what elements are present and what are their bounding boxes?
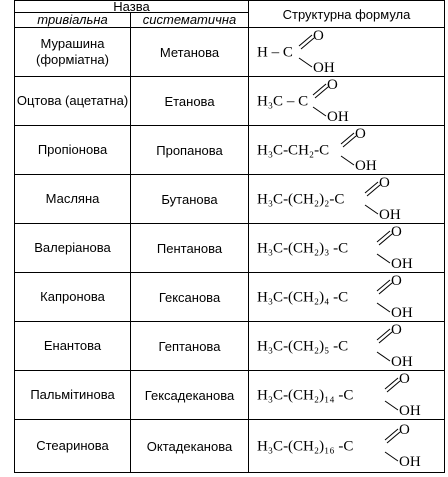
structural-formula: [257, 77, 443, 125]
systematic-name-cell: Етанова: [131, 77, 249, 126]
structural-formula: [257, 175, 443, 223]
table-row: [15, 28, 445, 77]
structural-formula-cell: [249, 420, 445, 473]
trivial-name-cell: Енантова: [15, 322, 131, 371]
carbonyl-oxygen: O: [391, 322, 402, 338]
structural-formula: [257, 126, 443, 174]
carboxyl-group: [381, 420, 441, 472]
formula-main-chain: H₃C-CH₂-C: [257, 142, 330, 159]
double-bond-line-a: [377, 280, 390, 291]
trivial-name-cell: Пропіонова: [15, 126, 131, 175]
carbonyl-oxygen: O: [379, 175, 390, 191]
double-bond-line-a: [377, 231, 390, 242]
carboxyl-group: [373, 322, 433, 370]
carboxyl-group: [373, 224, 433, 272]
systematic-name-cell: Гексанова: [131, 273, 249, 322]
table-row: [15, 224, 445, 273]
structural-formula-cell: [249, 126, 445, 175]
carboxyl-group: [361, 175, 421, 223]
trivial-name-cell: Валеріанова: [15, 224, 131, 273]
table-row: [15, 371, 445, 420]
single-bond-line: [385, 401, 398, 410]
table-row: [15, 273, 445, 322]
structural-formula: [257, 273, 443, 321]
single-bond-line: [299, 58, 312, 67]
carbonyl-oxygen: O: [327, 77, 338, 93]
trivial-name-cell: Капронова: [15, 273, 131, 322]
trivial-name-cell: Стеаринова: [15, 420, 131, 473]
structural-formula: [257, 322, 443, 370]
systematic-name-cell: Бутанова: [131, 175, 249, 224]
carboxyl-group: [295, 28, 355, 76]
formula-main-chain: H₃C-(CH₂)₄ -C: [257, 289, 349, 306]
systematic-name-cell: Октадеканова: [131, 420, 249, 473]
carbonyl-oxygen: O: [391, 273, 402, 289]
structural-formula-cell: [249, 224, 445, 273]
double-bond-line-a: [377, 329, 390, 340]
structural-formula: [257, 28, 443, 76]
trivial-name-cell: Мурашина (форміатна): [15, 28, 131, 77]
carbonyl-oxygen: O: [355, 126, 366, 142]
hydroxyl-group: OH: [313, 60, 335, 76]
hydroxyl-group: OH: [391, 305, 413, 321]
single-bond-line: [377, 303, 390, 312]
hydroxyl-group: OH: [391, 256, 413, 272]
double-bond-line-a: [341, 133, 354, 144]
carboxyl-group: [373, 273, 433, 321]
trivial-name-cell: Пальмітинова: [15, 371, 131, 420]
formula-header: Структурна формула: [249, 1, 445, 28]
carbonyl-oxygen: O: [391, 224, 402, 240]
carbonyl-oxygen: O: [399, 371, 410, 387]
hydroxyl-group: OH: [379, 207, 401, 223]
hydroxyl-group: OH: [327, 109, 349, 125]
acid-table: [14, 0, 445, 473]
structural-formula-cell: [249, 322, 445, 371]
name-group-header: Назва: [15, 1, 249, 13]
carbonyl-oxygen: O: [313, 28, 324, 44]
systematic-name-cell: Гексадеканова: [131, 371, 249, 420]
systematic-name-cell: Метанова: [131, 28, 249, 77]
structural-formula-cell: [249, 273, 445, 322]
formula-main-chain: H₃C-(CH₂)₁₄ -C: [257, 387, 354, 404]
table-row: [15, 420, 445, 473]
formula-main-chain: H₃C-(CH₂)₁₆ -C: [257, 438, 354, 455]
trivial-header: тривіальна: [15, 13, 131, 28]
systematic-name-cell: Гептанова: [131, 322, 249, 371]
single-bond-line: [377, 254, 390, 263]
double-bond-line-a: [365, 182, 378, 193]
table-row: [15, 77, 445, 126]
single-bond-line: [377, 352, 390, 361]
carbonyl-oxygen: O: [399, 422, 410, 438]
systematic-header: систематична: [131, 13, 249, 28]
double-bond-line-a: [299, 35, 312, 46]
header-row-top: [15, 1, 445, 13]
single-bond-line: [385, 452, 398, 461]
hydroxyl-group: OH: [399, 454, 421, 470]
single-bond-line: [365, 205, 378, 214]
structural-formula: [257, 420, 443, 472]
formula-main-chain: H – C: [257, 44, 293, 61]
single-bond-line: [313, 107, 326, 116]
acid-rows: [15, 28, 445, 473]
structural-formula-cell: [249, 28, 445, 77]
formula-main-chain: H₃C-(CH₂)₂-C: [257, 191, 345, 208]
trivial-name-cell: Масляна: [15, 175, 131, 224]
carboxyl-group: [309, 77, 369, 125]
table-row: [15, 126, 445, 175]
structural-formula: [257, 224, 443, 272]
double-bond-line-a: [385, 378, 398, 389]
formula-main-chain: H₃C-(CH₂)₅ -C: [257, 338, 349, 355]
structural-formula-cell: [249, 77, 445, 126]
hydroxyl-group: OH: [355, 158, 377, 174]
double-bond-line-a: [313, 84, 326, 95]
structural-formula: [257, 371, 443, 419]
double-bond-line-a: [385, 429, 398, 440]
carboxyl-group: [337, 126, 397, 174]
systematic-name-cell: Пентанова: [131, 224, 249, 273]
table-row: [15, 322, 445, 371]
hydroxyl-group: OH: [391, 354, 413, 370]
systematic-name-cell: Пропанова: [131, 126, 249, 175]
structural-formula-cell: [249, 175, 445, 224]
formula-main-chain: H₃C – C: [257, 93, 309, 110]
table-row: [15, 175, 445, 224]
trivial-name-cell: Оцтова (ацетатна): [15, 77, 131, 126]
carboxyl-group: [381, 371, 441, 419]
structural-formula-cell: [249, 371, 445, 420]
single-bond-line: [341, 156, 354, 165]
hydroxyl-group: OH: [399, 403, 421, 419]
formula-main-chain: H₃C-(CH₂)₃ -C: [257, 240, 349, 257]
